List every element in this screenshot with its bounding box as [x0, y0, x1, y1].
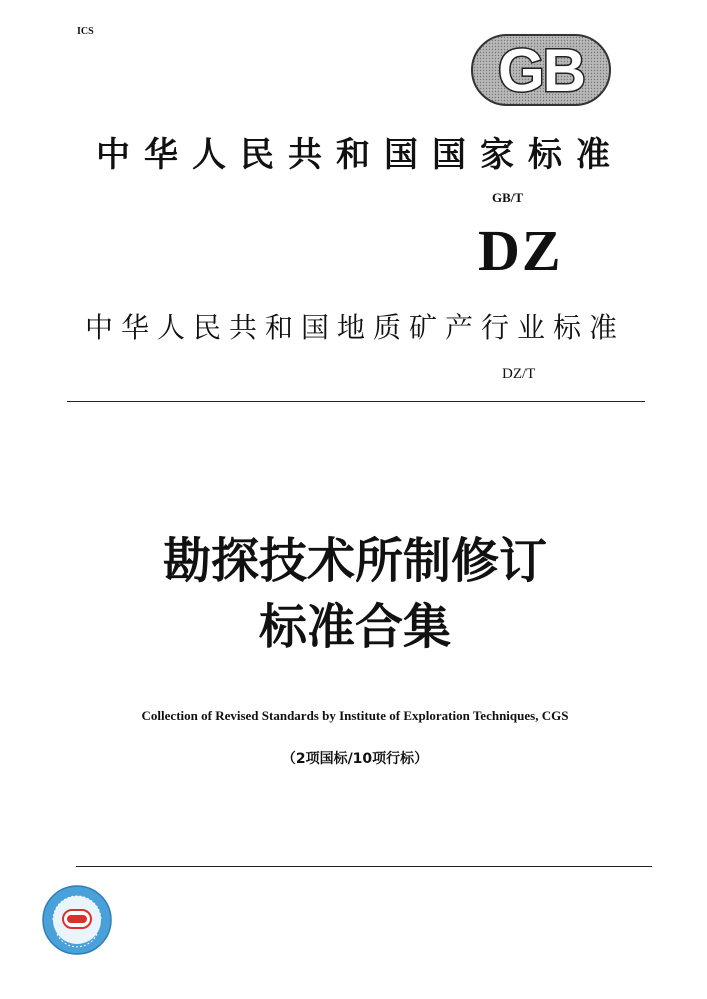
- gbt-code: GB/T: [492, 190, 524, 205]
- industry-standard-title: 中华人民共和国地质矿产行业标准: [84, 311, 625, 344]
- gb-logo-text: GB: [498, 37, 584, 104]
- ics-label: ICS: [77, 26, 94, 37]
- gb-logo: [470, 33, 612, 107]
- dz-mark: DZ: [478, 218, 563, 283]
- collection-title: [100, 528, 610, 660]
- english-title: Collection of Revised Standards by Institute of Exploration Techniques, CGS: [141, 708, 569, 723]
- collection-title-line-1: 勘探技术所制修订: [162, 533, 547, 589]
- national-standard-title: 中华人民共和国国家标准: [96, 135, 624, 175]
- divider-bottom: [76, 866, 652, 867]
- divider-top: [67, 401, 645, 402]
- dzt-code: DZ/T: [502, 366, 536, 382]
- certification-seal-icon: [41, 884, 113, 956]
- standards-count-note: （2项国标/10项行标）: [281, 751, 429, 767]
- collection-title-line-2: 标准合集: [258, 599, 451, 655]
